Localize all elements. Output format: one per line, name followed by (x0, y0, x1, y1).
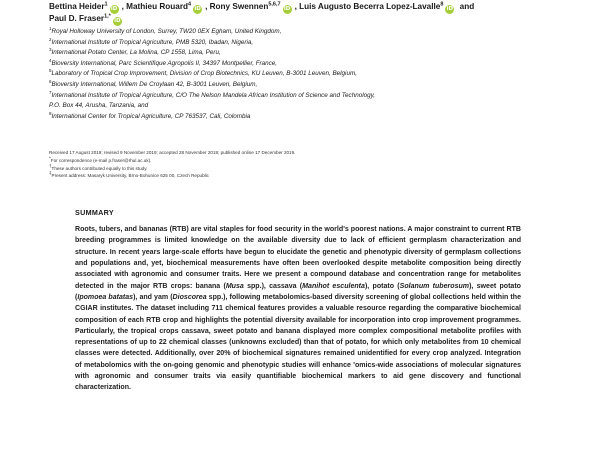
author-name: Paul D. Fraser$^{1,*}$ (49, 13, 111, 23)
footnote: *For correspondence (e-mail p.fraser@rhul.ac.uk). (49, 155, 152, 163)
affiliation: P.O. Box 44, Arusha, Tanzania, and (49, 102, 149, 110)
author-connector: and (459, 2, 475, 11)
footnote: †These authors contributed equally to this study. (49, 163, 148, 171)
orcid-icon[interactable]: iD (194, 6, 201, 12)
author-name: Mathieu Rouard$^4$ (126, 1, 192, 11)
affiliation: $^8$International Center for Tropical Agriculture, CP 763537, Cali, Colombia (49, 110, 251, 120)
affiliation: $^3$International Potato Center, La Molina, CP 1558, Lima, Peru, (49, 47, 221, 57)
affiliation: $^4$Bioversity International, Parc Scientifique Agropolis II, 34397 Montpellier, France, (49, 57, 278, 67)
author-name: Rony Swennen$^{5,6,7}$ (209, 1, 281, 11)
orcid-icon[interactable]: iD (283, 6, 291, 12)
author-notes (49, 157, 519, 180)
affiliation: $^2$International Institute of Tropical Agriculture, PMB 5320, Ibadan, Nigeria, (49, 36, 254, 46)
affiliations (49, 27, 519, 122)
author-name: Luis Augusto Becerra Lopez-Lavalle$^8$ (299, 1, 444, 11)
affiliation: $^7$International Institute of Tropical Agriculture, C/O The Nelson Mandela African Institution of Science and Technology, (49, 89, 376, 99)
orcid-icon[interactable]: iD (110, 6, 118, 12)
affiliation: $^6$Bioversity International, Willem De Croylaan 42, B-3001 Leuven, Belgium, (49, 78, 258, 88)
summary-heading: SUMMARY (75, 208, 114, 217)
author-line-2 (49, 13, 569, 25)
summary-text: Roots, tubers, and bananas (RTB) are vital staples for food security in the world's poorest nations. A major constraint to current RTB breeding programmes is limited knowledge on the available diversity due to lack of efficient germplasm characterization and structure. In recent years large-scale efforts have begun to elucidate the genetic and phenotypic diversity of germplasm collections and populations and, yet, biochemical measurements have often been overlooked despite metabolite composition being directly associated with agronomic and consumer traits. Here we present a compound database and concentration range for metabolites detected in the major RTB crops: banana (Musa spp.), cassava (Manihot esculenta), potato (Solanum tuberosum), sweet potato (Ipomoea batatas), and yam (Dioscorea spp.), following metabolomics-based diversity screening of global collections held within the CGIAR institutes. The dataset including 711 chemical features provides a valuable resource regarding the comparative biochemical composition of each RTB crop and highlights the potential diversity available for incorporation into crop improvement programmes. Particularly, the tropical crops cassava, sweet potato and banana displayed more complex compositional metabolite profiles with representations of up to 22 chemical classes (unknowns excluded) than that of potato, for which only metabolites from 10 chemical classes were detected. Additionally, over 20% of biochemical signatures remained unidentified for every crop analyzed. Integration of metabolomics with the on-going genomic and phenotypic studies will enhance 'omics-wide associations of molecular signatures with agronomic and consumer traits via easily quantifiable biochemical markers to aid gene discovery and functional characterization. (75, 226, 521, 392)
article-history: Received 17 August 2019; revised 9 November 2019; accepted 28 November 2019; published online 17 December 2019. (49, 150, 296, 155)
orcid-icon[interactable]: iD (446, 6, 454, 12)
author-list (49, 1, 569, 25)
author-name: Bettina Heider$^1$ (49, 1, 108, 11)
affiliation: $^1$Royal Holloway University of London, Surrey, TW20 0EX Egham, United Kingdom, (49, 25, 282, 35)
orcid-icon[interactable]: iD (114, 18, 121, 24)
footnote: ‡Present address: Masaryk University, Brno-Bohunice 625 00, Czech Republic (49, 170, 209, 179)
affiliation: $^5$Laboratory of Tropical Crop Improvement, Division of Crop Biotechnics, KU Leuven, B-3001 Leuven, Belgium, (49, 68, 357, 78)
author-line-1: Bettina Heider$^1$iD , Mathieu Rouard$^4$iD , Rony Swennen$^{5,6,7}$iD , Luis Augusto Becerra Lopez-Lavalle$^8$iD and (49, 1, 475, 12)
